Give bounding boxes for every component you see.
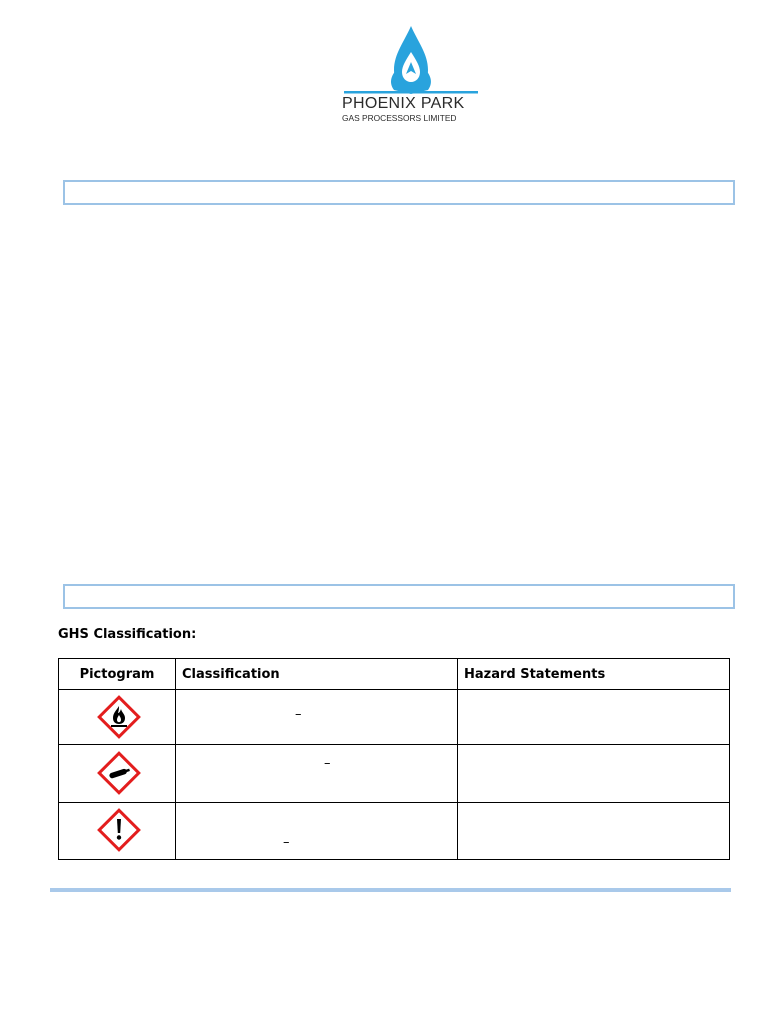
ghs-classification-heading: GHS Classification: (58, 627, 197, 642)
hazard-statements-cell (458, 745, 730, 803)
column-header-hazard-statements: Hazard Statements (458, 659, 730, 690)
column-header-classification: Classification (176, 659, 458, 690)
footer-divider (50, 888, 731, 892)
table-row (59, 690, 730, 745)
pictogram-cell (59, 745, 176, 803)
table-row (59, 803, 730, 860)
hazard-statements-cell (458, 690, 730, 745)
section-header-box (63, 180, 735, 205)
hazard-statements-cell (458, 803, 730, 860)
classification-cell (176, 745, 458, 803)
classification-cell (176, 690, 458, 745)
table-header-row (59, 659, 730, 690)
ghs-classification-table (58, 658, 730, 860)
column-header-pictogram: Pictogram (59, 659, 176, 690)
logo-name: PHOENIX PARK (342, 95, 465, 112)
classification-dash: – (295, 707, 302, 722)
gas-cylinder-icon (97, 751, 141, 795)
table-row (59, 745, 730, 803)
logo-subtitle: GAS PROCESSORS LIMITED (342, 113, 457, 123)
classification-dash: – (283, 835, 290, 850)
pictogram-cell (59, 803, 176, 860)
flame-icon (97, 695, 141, 739)
classification-cell (176, 803, 458, 860)
exclamation-mark-icon (97, 808, 141, 852)
section-header-box (63, 584, 735, 609)
pictogram-cell (59, 690, 176, 745)
company-logo (336, 22, 486, 132)
classification-dash: – (324, 756, 331, 771)
